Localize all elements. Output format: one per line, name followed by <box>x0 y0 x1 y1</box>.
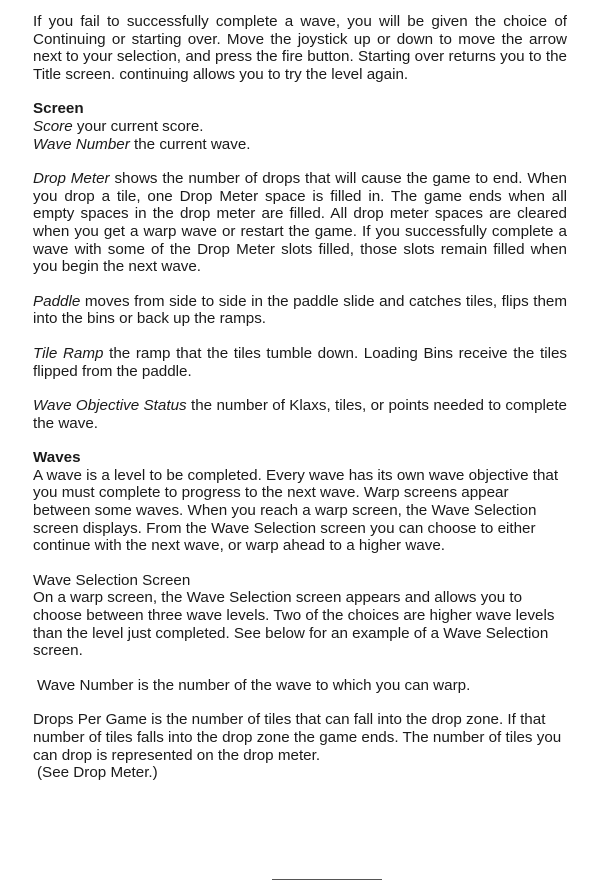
waves-heading: Waves <box>33 449 81 467</box>
wave-number-line <box>33 136 567 154</box>
drop-meter-desc: shows the number of drops that will cause the game to end. When you drop a tile, one Drop Meter space is filled in. The game ends when all empty spaces in the drop meter are filled. All drop meter spaces are cleared when you get a warp wave or restart the game. If you successfully complete a wave with some of the Drop Meter slots filled, those slots remain filled when you begin the next wave. <box>33 170 568 276</box>
wave-objective-paragraph <box>33 397 567 432</box>
wave-number-definition: Wave Number is the number of the wave to which you can warp. <box>37 676 471 694</box>
waves-paragraph: A wave is a level to be completed. Every wave has its own wave objective that you must complete to progress to the next wave. Warp screens appear between some waves. When you reach a warp screen, the Wave Selection screen displays. From the Wave Selection screen you can choose to either continue with the next wave, or warp ahead to a higher wave. <box>33 466 559 555</box>
drops-per-game-paragraph: Drops Per Game is the number of tiles that can fall into the drop zone. If that number of tiles falls into the drop zone the game ends. The number of tiles you can drop is represented on the drop meter. <box>33 711 562 764</box>
wave-number-term: Wave Number <box>33 135 130 153</box>
score-line <box>33 118 567 136</box>
footer-divider <box>272 879 382 880</box>
score-desc: your current score. <box>72 117 204 135</box>
paddle-desc: moves from side to side in the paddle slide and catches tiles, flips them into the bins or back up the ramps. <box>33 292 567 328</box>
tile-ramp-paragraph <box>33 345 567 380</box>
tile-ramp-term: Tile Ramp <box>33 344 104 362</box>
intro-paragraph: If you fail to successfully complete a wave, you will be given the choice of Continuing or starting over. Move the joystick up or down to move the arrow next to your selection, and press the fire button. Starting over returns you to the Title screen. continuing allows you to try the level again. <box>33 13 567 83</box>
see-drop-meter-note: (See Drop Meter.) <box>37 764 158 782</box>
wave-objective-term: Wave Objective Status <box>33 397 187 415</box>
wave-objective-desc: the number of Klaxs, tiles, or points needed to complete the wave. <box>33 397 567 432</box>
paddle-paragraph <box>33 293 567 328</box>
wave-selection-paragraph: On a warp screen, the Wave Selection screen appears and allows you to choose between three wave levels. Two of the choices are higher wave levels than the level just completed. See below for an example of a Wave Selection screen. <box>33 589 555 660</box>
drop-meter-paragraph <box>33 170 567 276</box>
manual-page <box>33 13 567 782</box>
score-term: Score <box>33 117 73 135</box>
wave-selection-heading: Wave Selection Screen <box>33 571 191 589</box>
drop-meter-term: Drop Meter <box>33 170 110 188</box>
wave-number-desc: the current wave. <box>129 135 251 153</box>
screen-heading: Screen <box>33 100 84 118</box>
tile-ramp-desc: the ramp that the tiles tumble down. Loading Bins receive the tiles flipped from the paddle. <box>33 344 567 380</box>
paddle-term: Paddle <box>33 292 81 310</box>
